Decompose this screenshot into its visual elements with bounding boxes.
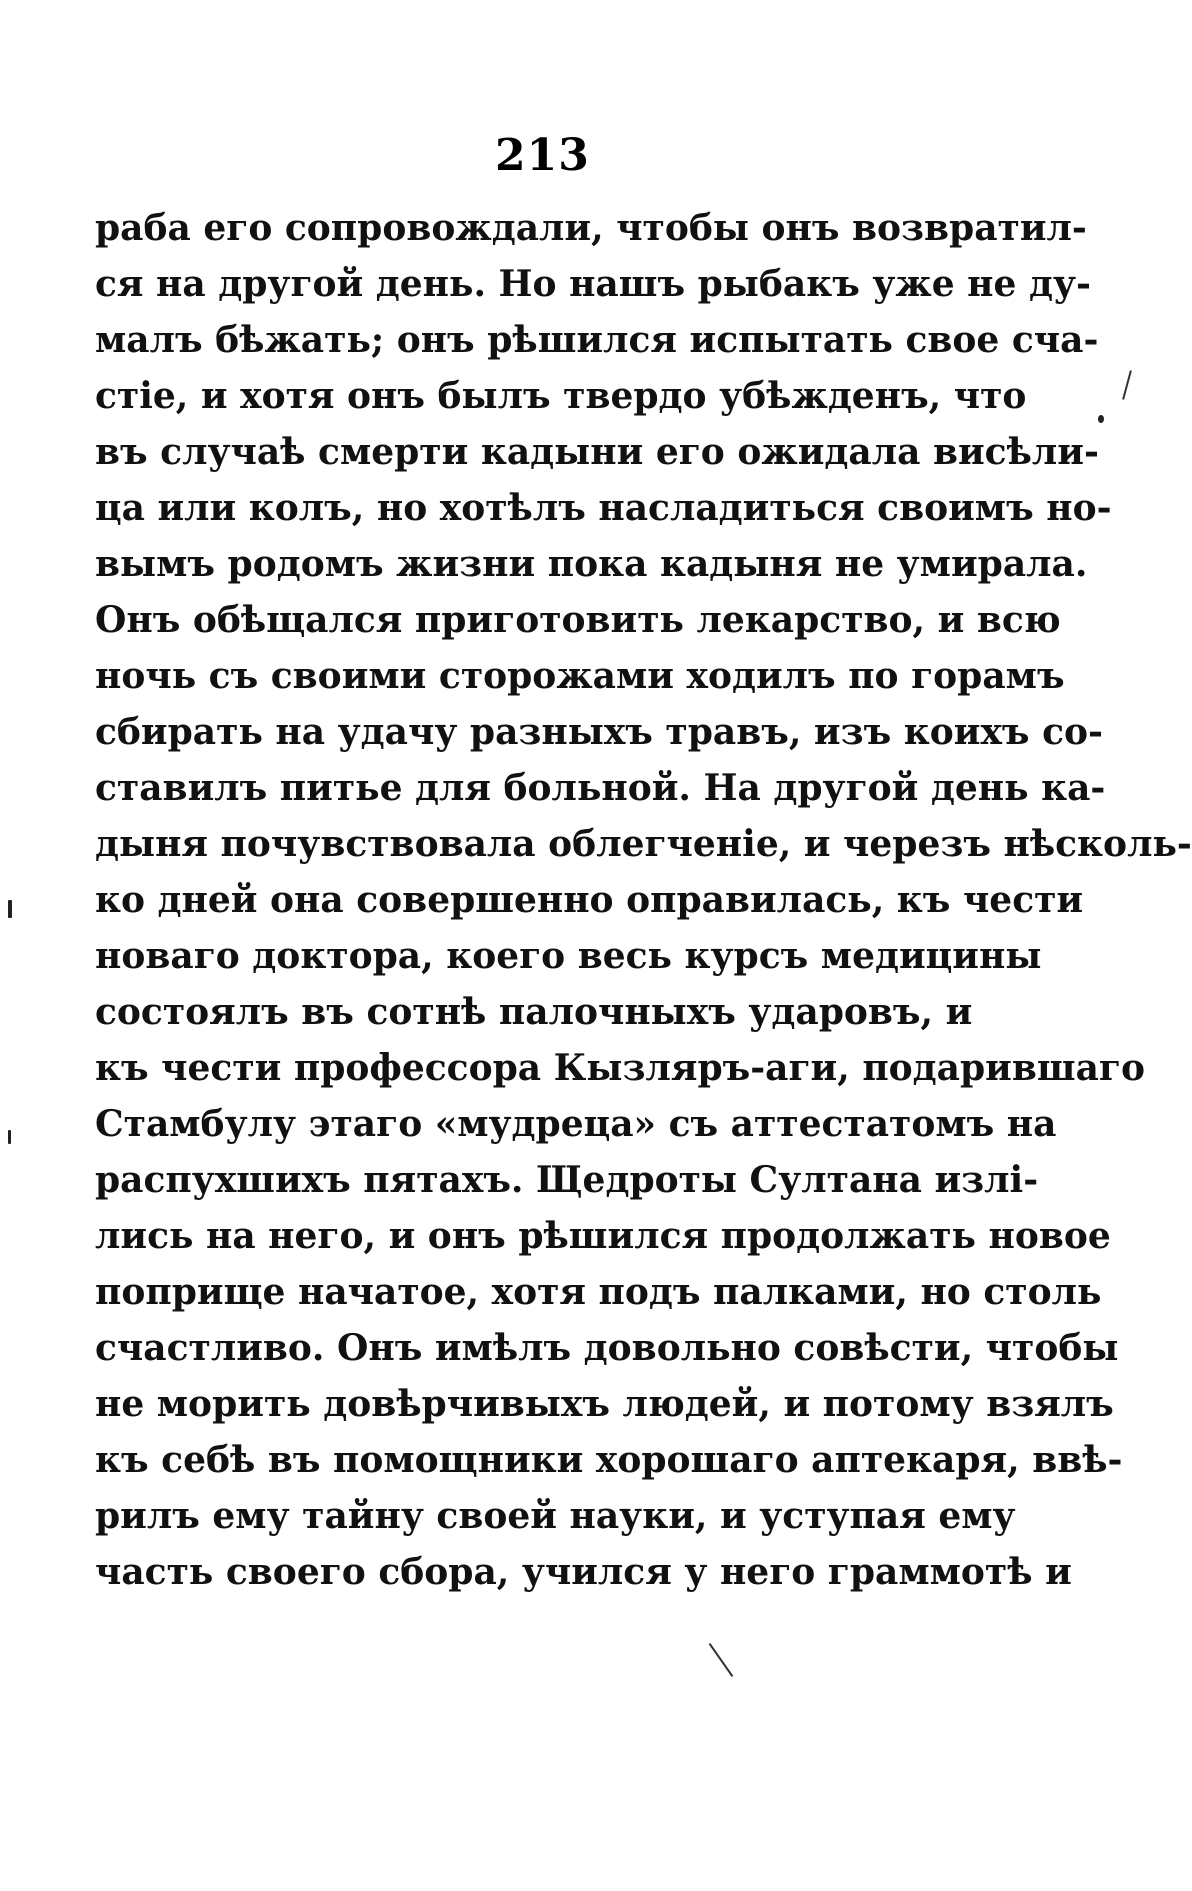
text-line: ночь съ своими сторожами ходилъ по горамъ	[95, 655, 1065, 697]
text-line: счастливо. Онъ имѣлъ довольно совѣсти, чтобы	[95, 1327, 1119, 1369]
text-line: къ чести профессора Кызляръ-аги, подарившаго	[95, 1047, 1145, 1089]
scan-speck	[1098, 415, 1104, 423]
text-line: вымъ родомъ жизни пока кадыня не умирала.	[95, 543, 1088, 585]
page-number: 213	[495, 130, 590, 181]
text-line: лись на него, и онъ рѣшился продолжать новое	[95, 1215, 1111, 1257]
text-line: состоялъ въ сотнѣ палочныхъ ударовъ, и	[95, 991, 973, 1033]
scan-mark	[709, 1643, 734, 1677]
text-line: къ себѣ въ помощники хорошаго аптекаря, ввѣ-	[95, 1439, 1123, 1481]
text-line: ставилъ питье для больной. На другой день ка-	[95, 767, 1106, 809]
text-line: распухшихъ пятахъ. Щедроты Султана излі-	[95, 1159, 1039, 1201]
text-line: въ случаѣ смерти кадыни его ожидала висѣли-	[95, 431, 1099, 473]
text-line: малъ бѣжать; онъ рѣшился испытать свое сча-	[95, 319, 1099, 361]
text-line: не морить довѣрчивыхъ людей, и потому взялъ	[95, 1383, 1114, 1425]
text-line: Стамбулу этаго «мудреца» съ аттестатомъ на	[95, 1103, 1057, 1145]
text-line: поприще начатое, хотя подъ палками, но столь	[95, 1271, 1102, 1313]
text-line: дыня почувствовала облегченіе, и черезъ нѣсколь-	[95, 823, 1192, 865]
text-line: Онъ обѣщался приготовить лекарство, и всю	[95, 599, 1061, 641]
scan-speck	[8, 1130, 11, 1144]
body-text	[95, 200, 1192, 1600]
text-line: ся на другой день. Но нашъ рыбакъ уже не ду-	[95, 263, 1091, 305]
text-line: ко дней она совершенно оправилась, къ чести	[95, 879, 1084, 921]
text-line: новаго доктора, коего весь курсъ медицины	[95, 935, 1042, 977]
text-line: ца или колъ, но хотѣлъ насладиться своимъ но-	[95, 487, 1112, 529]
scan-mark	[1122, 370, 1132, 399]
scan-speck	[8, 900, 12, 918]
text-line: раба его сопровождали, чтобы онъ возвратил-	[95, 207, 1087, 249]
text-line: часть своего сбора, учился у него граммотѣ и	[95, 1551, 1072, 1593]
text-line: стіе, и хотя онъ былъ твердо убѣжденъ, что	[95, 375, 1027, 417]
text-line: рилъ ему тайну своей науки, и уступая ему	[95, 1495, 1016, 1537]
text-line: сбирать на удачу разныхъ травъ, изъ коихъ со-	[95, 711, 1103, 753]
